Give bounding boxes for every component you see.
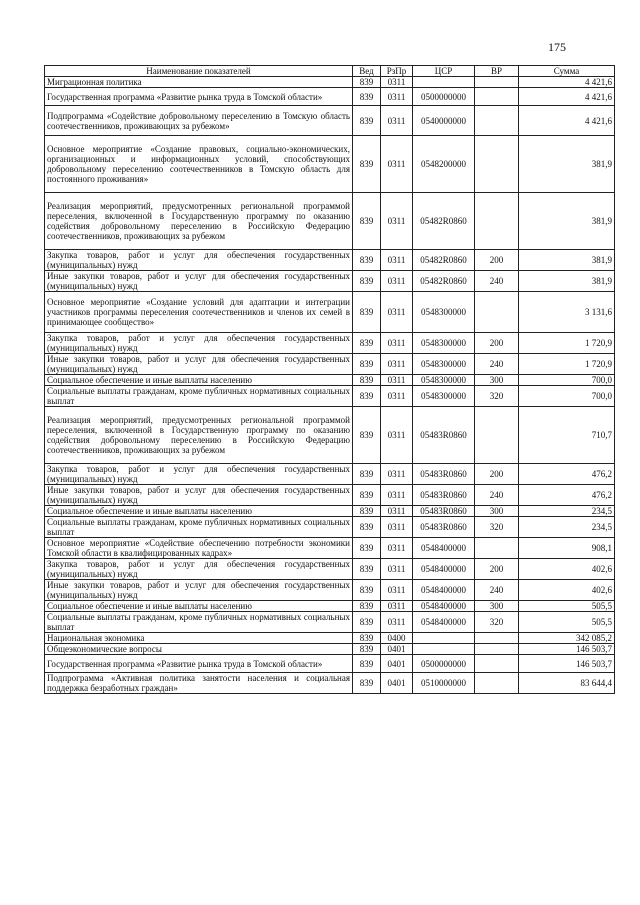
cell-sum: 908,1 <box>519 538 615 559</box>
cell-csr: 0548400000 <box>413 612 475 633</box>
cell-sum: 381,9 <box>519 136 615 193</box>
cell-ved: 839 <box>353 644 381 655</box>
cell-ved: 839 <box>353 88 381 106</box>
table-row <box>45 517 615 538</box>
cell-ved: 839 <box>353 517 381 538</box>
cell-csr: 0548300000 <box>413 292 475 333</box>
cell-ved: 839 <box>353 485 381 506</box>
table-row <box>45 386 615 407</box>
cell-sum: 476,2 <box>519 485 615 506</box>
cell-rzpr: 0401 <box>381 673 413 694</box>
cell-sum: 3 131,6 <box>519 292 615 333</box>
cell-csr: 05482R0860 <box>413 271 475 292</box>
cell-name: Иные закупки товаров, работ и услуг для обеспечения государственных (муниципальных) нужд <box>45 485 353 506</box>
cell-name: Иные закупки товаров, работ и услуг для обеспечения государственных (муниципальных) нужд <box>45 354 353 375</box>
table-row <box>45 375 615 386</box>
table-row <box>45 333 615 354</box>
cell-name: Реализация мероприятий, предусмотренных региональной программой переселения, включенной в Государственную программу по оказанию содействия добровольному переселению в Российскую Федерацию соотечественников, проживающих за рубежом <box>45 407 353 464</box>
table-row <box>45 601 615 612</box>
cell-csr: 05483R0860 <box>413 517 475 538</box>
cell-csr <box>413 77 475 88</box>
cell-rzpr: 0311 <box>381 386 413 407</box>
cell-csr <box>413 644 475 655</box>
cell-vr <box>475 136 519 193</box>
cell-csr: 0548400000 <box>413 601 475 612</box>
cell-vr: 240 <box>475 354 519 375</box>
cell-vr <box>475 633 519 644</box>
cell-sum: 402,6 <box>519 580 615 601</box>
cell-rzpr: 0311 <box>381 538 413 559</box>
cell-sum: 710,7 <box>519 407 615 464</box>
cell-name: Социальные выплаты гражданам, кроме публичных нормативных социальных выплат <box>45 612 353 633</box>
table-row <box>45 292 615 333</box>
cell-vr: 320 <box>475 386 519 407</box>
cell-csr: 0548300000 <box>413 333 475 354</box>
cell-csr: 0510000000 <box>413 673 475 694</box>
cell-rzpr: 0311 <box>381 106 413 136</box>
cell-rzpr: 0311 <box>381 77 413 88</box>
cell-csr: 0540000000 <box>413 106 475 136</box>
cell-ved: 839 <box>353 136 381 193</box>
cell-sum: 505,5 <box>519 601 615 612</box>
cell-rzpr: 0311 <box>381 271 413 292</box>
cell-ved: 839 <box>353 612 381 633</box>
table-row <box>45 136 615 193</box>
cell-name: Общеэкономические вопросы <box>45 644 353 655</box>
cell-rzpr: 0311 <box>381 517 413 538</box>
cell-rzpr: 0311 <box>381 464 413 485</box>
cell-ved: 839 <box>353 354 381 375</box>
cell-csr: 0548400000 <box>413 538 475 559</box>
cell-ved: 839 <box>353 559 381 580</box>
cell-sum: 342 085,2 <box>519 633 615 644</box>
cell-ved: 839 <box>353 375 381 386</box>
cell-rzpr: 0311 <box>381 136 413 193</box>
cell-sum: 234,5 <box>519 506 615 517</box>
cell-csr: 0500000000 <box>413 88 475 106</box>
cell-name: Социальные выплаты гражданам, кроме публичных нормативных социальных выплат <box>45 517 353 538</box>
header-rzpr: РзПр <box>381 66 413 77</box>
cell-sum: 381,9 <box>519 271 615 292</box>
cell-csr: 05483R0860 <box>413 464 475 485</box>
cell-sum: 4 421,6 <box>519 88 615 106</box>
cell-name: Социальное обеспечение и иные выплаты населению <box>45 601 353 612</box>
table-row <box>45 354 615 375</box>
cell-vr: 300 <box>475 506 519 517</box>
cell-vr <box>475 106 519 136</box>
cell-rzpr: 0401 <box>381 644 413 655</box>
table-body <box>45 77 615 694</box>
table-row <box>45 655 615 673</box>
cell-rzpr: 0311 <box>381 506 413 517</box>
cell-name: Государственная программа «Развитие рынка труда в Томской области» <box>45 88 353 106</box>
cell-ved: 839 <box>353 386 381 407</box>
cell-vr <box>475 673 519 694</box>
header-sum: Сумма <box>519 66 615 77</box>
cell-rzpr: 0311 <box>381 601 413 612</box>
cell-name: Социальное обеспечение и иные выплаты населению <box>45 506 353 517</box>
cell-vr: 320 <box>475 612 519 633</box>
cell-ved: 839 <box>353 538 381 559</box>
cell-sum: 402,6 <box>519 559 615 580</box>
cell-ved: 839 <box>353 407 381 464</box>
cell-name: Закупка товаров, работ и услуг для обеспечения государственных (муниципальных) нужд <box>45 464 353 485</box>
cell-name: Закупка товаров, работ и услуг для обеспечения государственных (муниципальных) нужд <box>45 559 353 580</box>
cell-vr: 240 <box>475 580 519 601</box>
table-row <box>45 193 615 250</box>
cell-sum: 4 421,6 <box>519 106 615 136</box>
cell-vr <box>475 88 519 106</box>
cell-vr <box>475 644 519 655</box>
cell-sum: 1 720,9 <box>519 354 615 375</box>
table-header-row <box>45 66 615 77</box>
cell-vr <box>475 655 519 673</box>
cell-csr: 05483R0860 <box>413 407 475 464</box>
cell-vr <box>475 538 519 559</box>
table-row <box>45 538 615 559</box>
table-row <box>45 485 615 506</box>
table-row <box>45 407 615 464</box>
table-row <box>45 559 615 580</box>
cell-vr: 300 <box>475 601 519 612</box>
cell-rzpr: 0311 <box>381 580 413 601</box>
cell-name: Иные закупки товаров, работ и услуг для обеспечения государственных (муниципальных) нужд <box>45 271 353 292</box>
cell-name: Реализация мероприятий, предусмотренных региональной программой переселения, включенной в Государственную программу по оказанию содействия добровольному переселению в Российскую Федерацию соотечественников, проживающих за рубежом <box>45 193 353 250</box>
cell-ved: 839 <box>353 250 381 271</box>
budget-table <box>44 65 615 694</box>
cell-ved: 839 <box>353 580 381 601</box>
cell-vr: 320 <box>475 517 519 538</box>
table-row <box>45 673 615 694</box>
cell-rzpr: 0311 <box>381 354 413 375</box>
cell-ved: 839 <box>353 77 381 88</box>
table-row <box>45 88 615 106</box>
cell-ved: 839 <box>353 271 381 292</box>
cell-rzpr: 0401 <box>381 655 413 673</box>
table-row <box>45 464 615 485</box>
table-row <box>45 106 615 136</box>
header-vr: ВР <box>475 66 519 77</box>
cell-name: Государственная программа «Развитие рынка труда в Томской области» <box>45 655 353 673</box>
cell-rzpr: 0311 <box>381 407 413 464</box>
cell-ved: 839 <box>353 106 381 136</box>
cell-name: Основное мероприятие «Содействие обеспечению потребности экономики Томской области в квалифицированных кадрах» <box>45 538 353 559</box>
cell-ved: 839 <box>353 506 381 517</box>
cell-name: Миграционная политика <box>45 77 353 88</box>
cell-sum: 4 421,6 <box>519 77 615 88</box>
cell-name: Основное мероприятие «Создание условий для адаптации и интеграции участников программы переселения соотечественников и членов их семей в принимающее сообщество» <box>45 292 353 333</box>
cell-csr: 0548400000 <box>413 559 475 580</box>
cell-name: Подпрограмма «Активная политика занятости населения и социальная поддержка безработных граждан» <box>45 673 353 694</box>
cell-rzpr: 0311 <box>381 292 413 333</box>
cell-vr: 200 <box>475 250 519 271</box>
cell-sum: 476,2 <box>519 464 615 485</box>
cell-vr <box>475 77 519 88</box>
cell-csr: 05483R0860 <box>413 506 475 517</box>
table-row <box>45 250 615 271</box>
cell-csr: 0548400000 <box>413 580 475 601</box>
cell-name: Социальное обеспечение и иные выплаты населению <box>45 375 353 386</box>
cell-vr: 300 <box>475 375 519 386</box>
table-row <box>45 77 615 88</box>
cell-name: Подпрограмма «Содействие добровольному переселению в Томскую область соотечественников, проживающих за рубежом» <box>45 106 353 136</box>
table-row <box>45 644 615 655</box>
cell-sum: 700,0 <box>519 386 615 407</box>
cell-vr <box>475 407 519 464</box>
cell-sum: 83 644,4 <box>519 673 615 694</box>
cell-name: Социальные выплаты гражданам, кроме публичных нормативных социальных выплат <box>45 386 353 407</box>
cell-rzpr: 0400 <box>381 633 413 644</box>
cell-ved: 839 <box>353 333 381 354</box>
cell-name: Закупка товаров, работ и услуг для обеспечения государственных (муниципальных) нужд <box>45 333 353 354</box>
cell-sum: 381,9 <box>519 250 615 271</box>
cell-csr: 0500000000 <box>413 655 475 673</box>
cell-rzpr: 0311 <box>381 375 413 386</box>
cell-rzpr: 0311 <box>381 333 413 354</box>
cell-rzpr: 0311 <box>381 250 413 271</box>
cell-csr: 0548300000 <box>413 354 475 375</box>
cell-rzpr: 0311 <box>381 612 413 633</box>
cell-ved: 839 <box>353 673 381 694</box>
cell-vr: 240 <box>475 271 519 292</box>
cell-csr: 0548200000 <box>413 136 475 193</box>
cell-ved: 839 <box>353 464 381 485</box>
table-row <box>45 580 615 601</box>
cell-sum: 1 720,9 <box>519 333 615 354</box>
cell-rzpr: 0311 <box>381 559 413 580</box>
cell-name: Закупка товаров, работ и услуг для обеспечения государственных (муниципальных) нужд <box>45 250 353 271</box>
cell-rzpr: 0311 <box>381 485 413 506</box>
cell-csr <box>413 633 475 644</box>
cell-csr: 05482R0860 <box>413 250 475 271</box>
cell-name: Национальная экономика <box>45 633 353 644</box>
cell-csr: 0548300000 <box>413 386 475 407</box>
table-row <box>45 633 615 644</box>
cell-ved: 839 <box>353 292 381 333</box>
cell-vr: 200 <box>475 559 519 580</box>
cell-sum: 146 503,7 <box>519 655 615 673</box>
cell-csr: 05483R0860 <box>413 485 475 506</box>
table-row <box>45 612 615 633</box>
header-csr: ЦСР <box>413 66 475 77</box>
cell-vr <box>475 193 519 250</box>
cell-name: Иные закупки товаров, работ и услуг для обеспечения государственных (муниципальных) нужд <box>45 580 353 601</box>
cell-csr: 05482R0860 <box>413 193 475 250</box>
table-row <box>45 506 615 517</box>
header-ved: Вед <box>353 66 381 77</box>
cell-ved: 839 <box>353 601 381 612</box>
cell-sum: 146 503,7 <box>519 644 615 655</box>
cell-csr: 0548300000 <box>413 375 475 386</box>
cell-vr: 200 <box>475 464 519 485</box>
cell-sum: 700,0 <box>519 375 615 386</box>
cell-sum: 234,5 <box>519 517 615 538</box>
cell-vr <box>475 292 519 333</box>
cell-vr: 200 <box>475 333 519 354</box>
cell-rzpr: 0311 <box>381 88 413 106</box>
table-row <box>45 271 615 292</box>
cell-vr: 240 <box>475 485 519 506</box>
header-name: Наименование показателей <box>45 66 353 77</box>
cell-ved: 839 <box>353 655 381 673</box>
cell-ved: 839 <box>353 193 381 250</box>
cell-sum: 505,5 <box>519 612 615 633</box>
cell-name: Основное мероприятие «Создание правовых, социально-экономических, организационных и информационных условий, способствующих добровольному переселению соотечественников в Томскую область для постоянного проживания» <box>45 136 353 193</box>
page-number: 175 <box>548 40 566 54</box>
cell-rzpr: 0311 <box>381 193 413 250</box>
cell-ved: 839 <box>353 633 381 644</box>
cell-sum: 381,9 <box>519 193 615 250</box>
